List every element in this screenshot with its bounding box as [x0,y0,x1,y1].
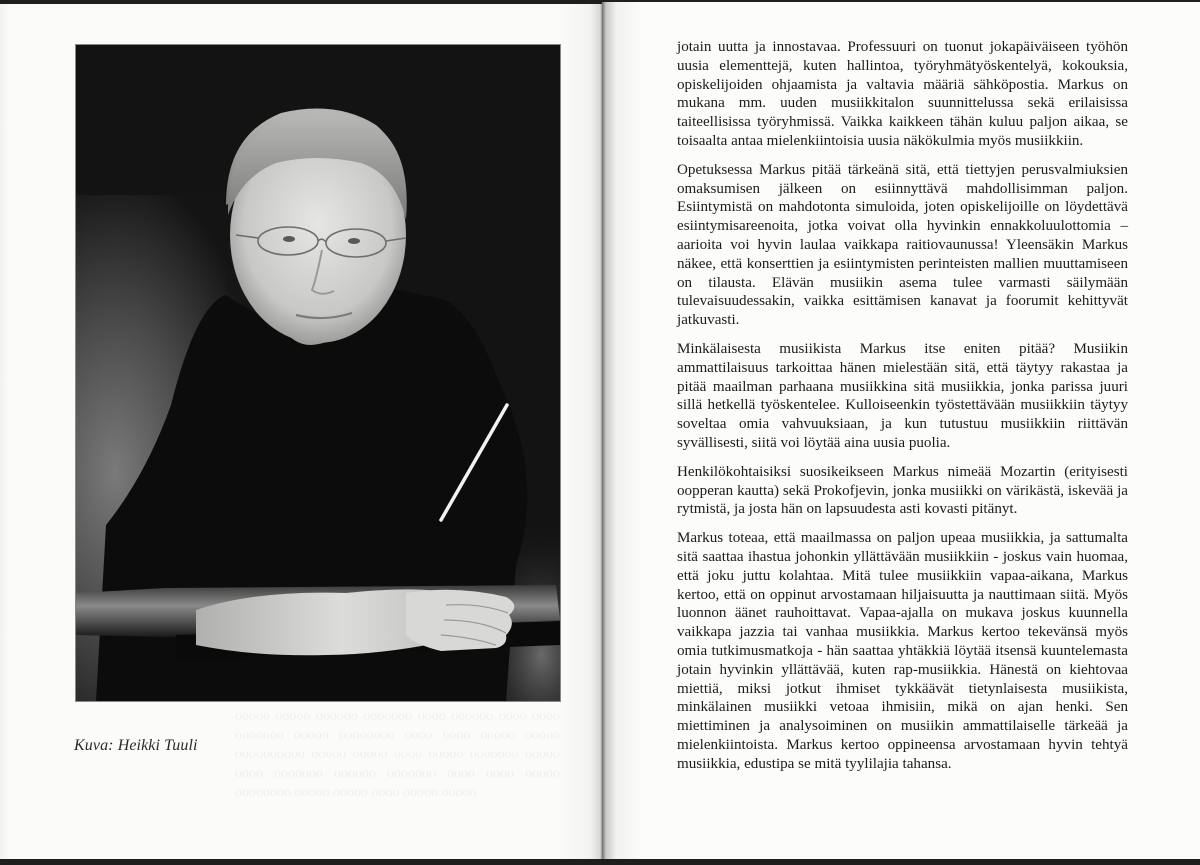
paragraph: Markus toteaa, että maailmassa on paljon upeaa musiikkia, ja sattumalta sitä saattaa ihastua johonkin yllättävään musiikkiin - joskus vain huomaa, että joku juttu kolahtaa. Mitä tulee musiikkiin vapaa-aikana, Markus kertoo, että on oppinut arvostamaan hiljaisuutta ja nauttimaan siitä. Myös luonnon äänet rauhoittavat. Vapaa-ajalla on mukava joskus kuunnella vaikkapa jazzia tai vanhaa musiikkia. Markus kertoo tekevänsä myös omia tutkimusmatkoja - hän saattaa yhtäkkiä löytää itsensä kuuntelemasta jotain hyvinkin yllättävää, kuten rap-musiikkia. Hänestä on kiehtovaa miettiä, miksi jotkut ihmiset tykkäävät tietynlaisesta musiikista, minkälainen musiikki vetoaa ihmisiin, mikä on ajan henki. Sen miettiminen ja analysoiminen on musiikin ammattilaiselle tärkeää ja mielenkiintoista. Markus kertoo oppineensa arvostamaan hyvin tehtyä musiikkia, edustipa se mitä tyylilajia tahansa. [677,530,1128,772]
paragraph: jotain uutta ja innostavaa. Professuuri on tuonut jokapäiväiseen työhön uusia elementtejä, kuten hallintoa, työryhmätyöskentelyä, kokouksia, opiskelijoiden ohjaamista ja valtavia määriä sähköpostia. Markus on mukana mm. uuden musiikkitalon suunnittelussa sekä erilaisissa taiteellisissa työryhmissä. Vaikka kaikkeen tähän kuluu paljon aikaa, se toisaalta antaa mielenkiintoisia uusia näkökulmia myös musiikkiin. [677,39,1128,149]
photo-credit-caption: Kuva: Heikki Tuuli [74,737,198,754]
show-through-text: ooooo ooooo oooooo ooooooo oooo oooooo oooo oooo ooooooo ooooo oooooooo oooo oooo ooooo ooooo oooooooooo ooooo ooooo oooo ooooo ooooooo ooooo oooo ooooooo oooooo ooooooo oooo oooo ooooo oooooooo ooooo ooooo oooo ooooo ooooo [235,709,560,800]
paragraph: Opetuksessa Markus pitää tärkeänä sitä, että tiettyjen perusvalmiuksien omaksumisen jälkeen on esiinnyttävä mahdollisimman paljon. Esiintymistä on mahdotonta simuloida, joten opiskelijoille on löydettävä esiintymisareenoita, jotka voivat olla hyvinkin ennakkoluulottomia – aarioita voi hyvin laulaa vaikkapa raitiovaunussa! Yleensäkin Markus näkee, että konserttien ja esiintymisten perinteisten mallien muuttamiseen on tilausta. Elävän musiikin asema tulee varmasti säilymään tulevaisuudessakin, vaikka esittämisen kanavat ja foorumit kehittyvät jatkuvasti. [677,161,1128,329]
paragraph: Henkilökohtaisiksi suosikeikseen Markus nimeää Mozartin (erityisesti oopperan kautta) sekä Prokofjevin, jonka musiikki on värikästä, iskevää ja rytmistä, ja josta hän on lapsuudesta asti kovasti pitänyt. [677,463,1128,518]
right-page [602,2,1200,859]
left-eye [283,236,295,242]
right-eye [348,238,360,244]
article-body [677,38,1128,783]
left-page [0,4,602,859]
portrait-illustration [76,45,560,701]
portrait-photo [76,45,560,701]
paragraph: Minkälaisesta musiikista Markus itse eniten pitää? Musiikin ammattilaisuus tarkoittaa hänen mielestään sitä, että täytyy rakastaa ja pitää maailman parhaana musiikkina sitä musiikkia, jonka parissa juuri sillä hetkellä työskentelee. Kulloiseenkin työstettävään musiikkiin täytyy soveltaa omia vahvuuksiaan, ja kun tutustuu musiikkiin riittävän syvällisesti, siitä voi löytää aina uusia puolia. [677,340,1128,451]
